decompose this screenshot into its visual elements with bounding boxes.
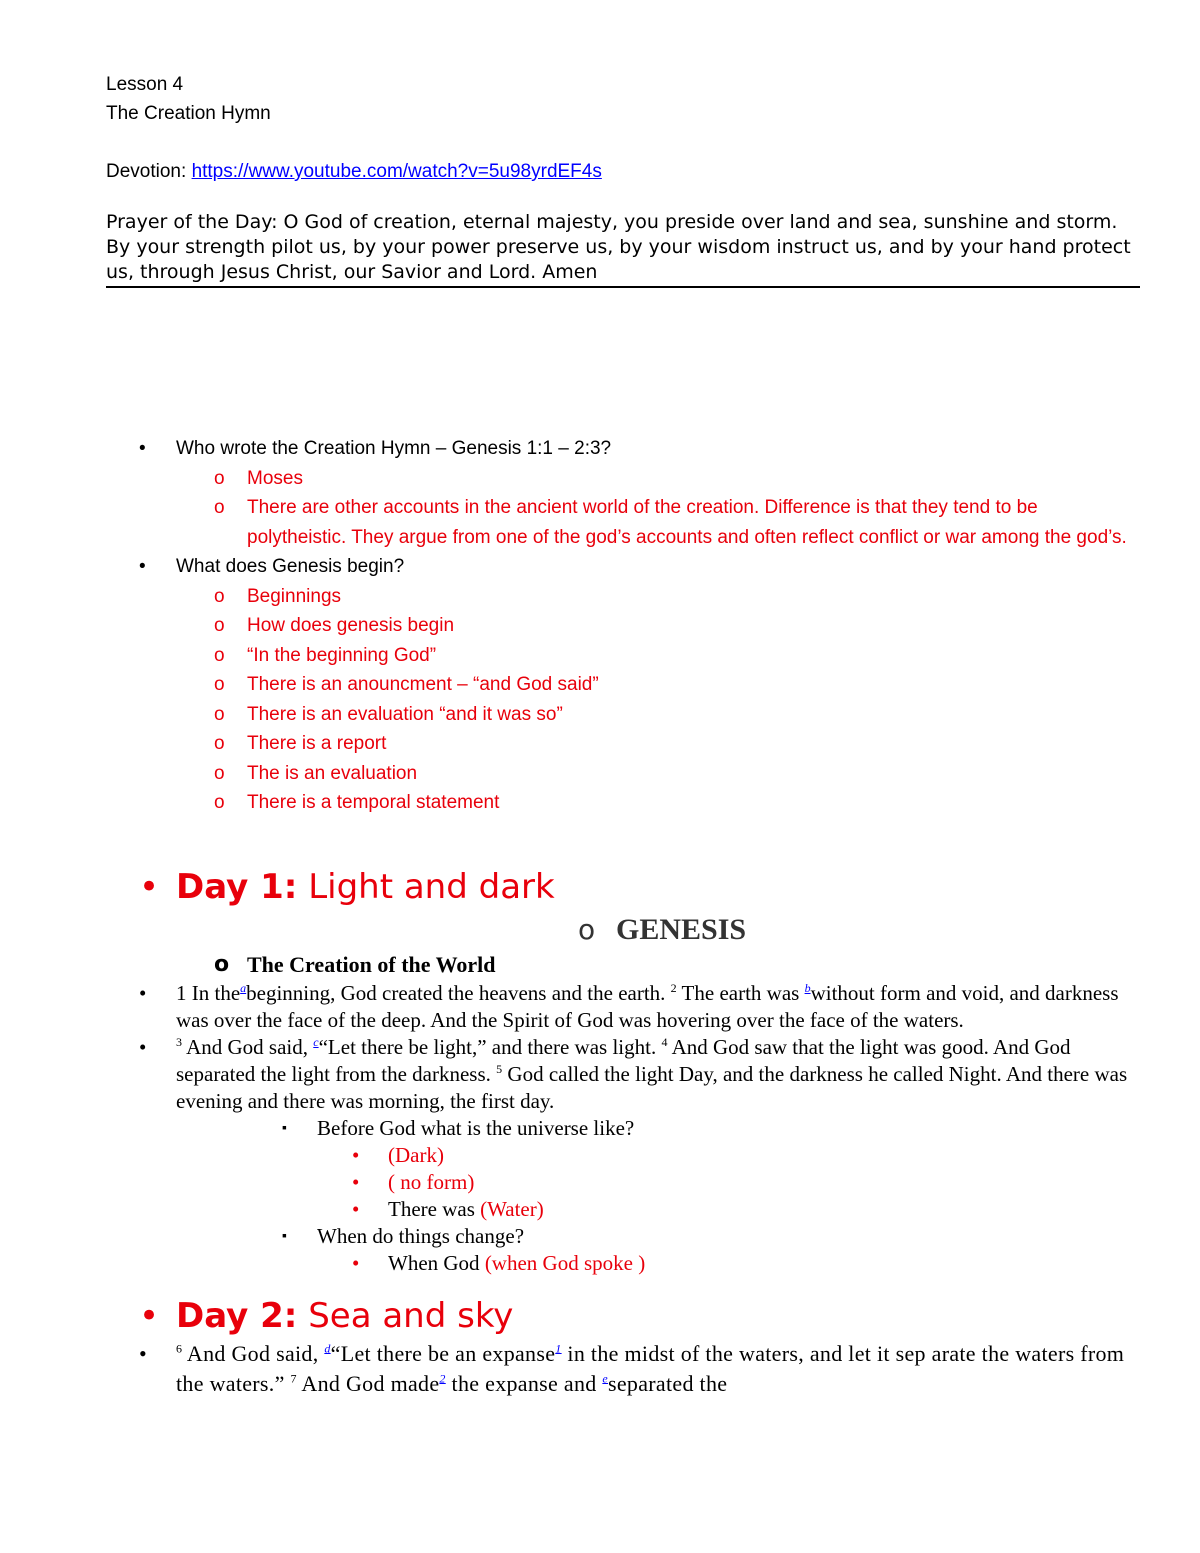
devotion-line <box>106 157 1140 186</box>
bullet-disc-icon: • <box>352 1196 360 1221</box>
bullet-square-icon: ▪ <box>282 1120 287 1136</box>
devotion-link[interactable]: https://www.youtube.com/watch?v=5u98yrdEF4s <box>191 161 602 182</box>
answer-item: o “In the beginning God” <box>106 641 1140 671</box>
bullet-disc-icon: • <box>352 1142 360 1167</box>
bullet-circle-icon: o <box>214 467 225 489</box>
prayer-of-the-day: Prayer of the Day: O God of creation, eternal majesty, you preside over land and sea, sunshine and storm. By your strength pilot us, by your power preserve us, by your wisdom instruct us, and by your hand protect us, through Jesus Christ, our Savior and Lord. Amen <box>106 210 1140 288</box>
bullet-disc-icon: • <box>352 1250 360 1275</box>
answer-item: o Moses <box>106 464 1140 494</box>
footnote-link[interactable]: e <box>602 1371 608 1386</box>
day-label: Day 1: <box>176 866 298 907</box>
answer-item: o The is an evaluation <box>106 759 1140 789</box>
bullet-disc-icon: • <box>139 866 160 907</box>
question-list <box>106 434 1140 818</box>
bullet-circle-icon: o <box>214 733 225 754</box>
bullet-disc-icon: • <box>139 1295 160 1336</box>
question-item <box>106 552 1140 582</box>
answer-item: o There is a temporal statement <box>106 788 1140 818</box>
lesson-number: Lesson 4 <box>106 74 184 95</box>
footnote-link[interactable]: c <box>313 1034 319 1049</box>
bullet-circle-icon: o <box>214 615 225 636</box>
question-text: Who wrote the Creation Hymn – Genesis 1:1 – 2:3? <box>176 438 612 459</box>
day1-answer: • There was (Water) <box>352 1196 544 1221</box>
day1-answer: • (Dark) <box>352 1142 444 1167</box>
day1-heading <box>106 864 1140 910</box>
footnote-link[interactable]: b <box>804 980 811 995</box>
bullet-circle-icon: o <box>214 792 225 813</box>
bullet-disc-icon: • <box>139 438 146 459</box>
bullet-disc-icon: • <box>139 980 147 1005</box>
bullet-square-icon: ▪ <box>282 1228 287 1244</box>
lesson-title: The Creation Hymn <box>106 103 271 124</box>
day-label: Day 2: <box>176 1295 298 1336</box>
bullet-circle-icon: o <box>214 674 225 695</box>
bullet-circle-icon: o <box>214 585 225 607</box>
day1-question-1: ▪ Before God what is the universe like? <box>282 1115 635 1140</box>
bullet-circle-icon: o <box>214 644 225 666</box>
day2-section <box>106 1293 1140 1399</box>
footnote-link[interactable]: 2 <box>439 1371 446 1386</box>
bullet-disc-icon: • <box>139 1034 147 1059</box>
bullet-disc-icon: • <box>139 556 146 577</box>
verse-6-7: • $^6$ And God said, $^d$“Let there be an expanse$^1$ in the midst of the waters, and let it sep arate the waters from the waters.” $^7$ And God made$^2$ the expanse and $^e$separated the <box>139 1340 1125 1396</box>
day1-question-2: ▪ When do things change? <box>282 1223 525 1248</box>
bullet-circle-icon: o <box>214 703 225 725</box>
footnote-link[interactable]: a <box>240 980 247 995</box>
day1-section <box>106 864 1140 1277</box>
answer-item: o There is a report <box>106 729 1140 759</box>
question-text: What does Genesis begin? <box>176 556 405 577</box>
day-title: Sea and sky <box>308 1295 514 1336</box>
answer-item: o How does genesis begin <box>106 611 1140 641</box>
bullet-disc-icon: • <box>352 1169 360 1194</box>
bullet-circle-icon: o <box>578 912 596 946</box>
devotion-label: Devotion: <box>106 161 187 182</box>
footnote-link[interactable]: d <box>324 1341 331 1356</box>
answer-item: o There are other accounts in the ancient world of the creation. Difference is that they tend to be polytheistic. They argue from one of the god’s accounts and often reflect conflict or war among the god’s. <box>106 493 1140 552</box>
answer-item: o There is an evaluation “and it was so” <box>106 700 1140 730</box>
day2-heading <box>106 1293 1140 1339</box>
verse-1-2: • 1 In the$^a$beginning, God created the heavens and the earth. $^2$ The earth was $^b$without form and void, and darkness was over the face of the deep. And the Spirit of God was hovering over the face of the waters. <box>139 980 1119 1032</box>
verse-3-5: • $^3$ And God said, $^c$“Let there be light,” and there was light. $^4$ And God saw that the light was good. And God separated the light from the darkness. $^5$ God called the light Day, and the darkness he called Night. And there was evening and there was morning, the first day. <box>139 1034 1128 1113</box>
question-item <box>106 434 1140 464</box>
footnote-link[interactable]: 1 <box>555 1341 562 1356</box>
day-title: Light and dark <box>308 866 555 907</box>
bullet-circle-icon: o <box>214 762 225 784</box>
bullet-circle-icon: o <box>214 951 230 977</box>
day1-answer: • When God (when God spoke ) <box>352 1250 646 1275</box>
day1-answer: • ( no form) <box>352 1169 475 1194</box>
document-page <box>106 70 1140 1399</box>
book-title: o GENESIS <box>106 910 1140 950</box>
bullet-circle-icon: o <box>214 497 225 518</box>
answer-item: o There is an anouncment – “and God said” <box>106 670 1140 700</box>
answer-item: o Beginnings <box>106 582 1140 612</box>
section-heading: o The Creation of the World <box>106 950 1140 980</box>
bullet-disc-icon: • <box>139 1340 148 1366</box>
